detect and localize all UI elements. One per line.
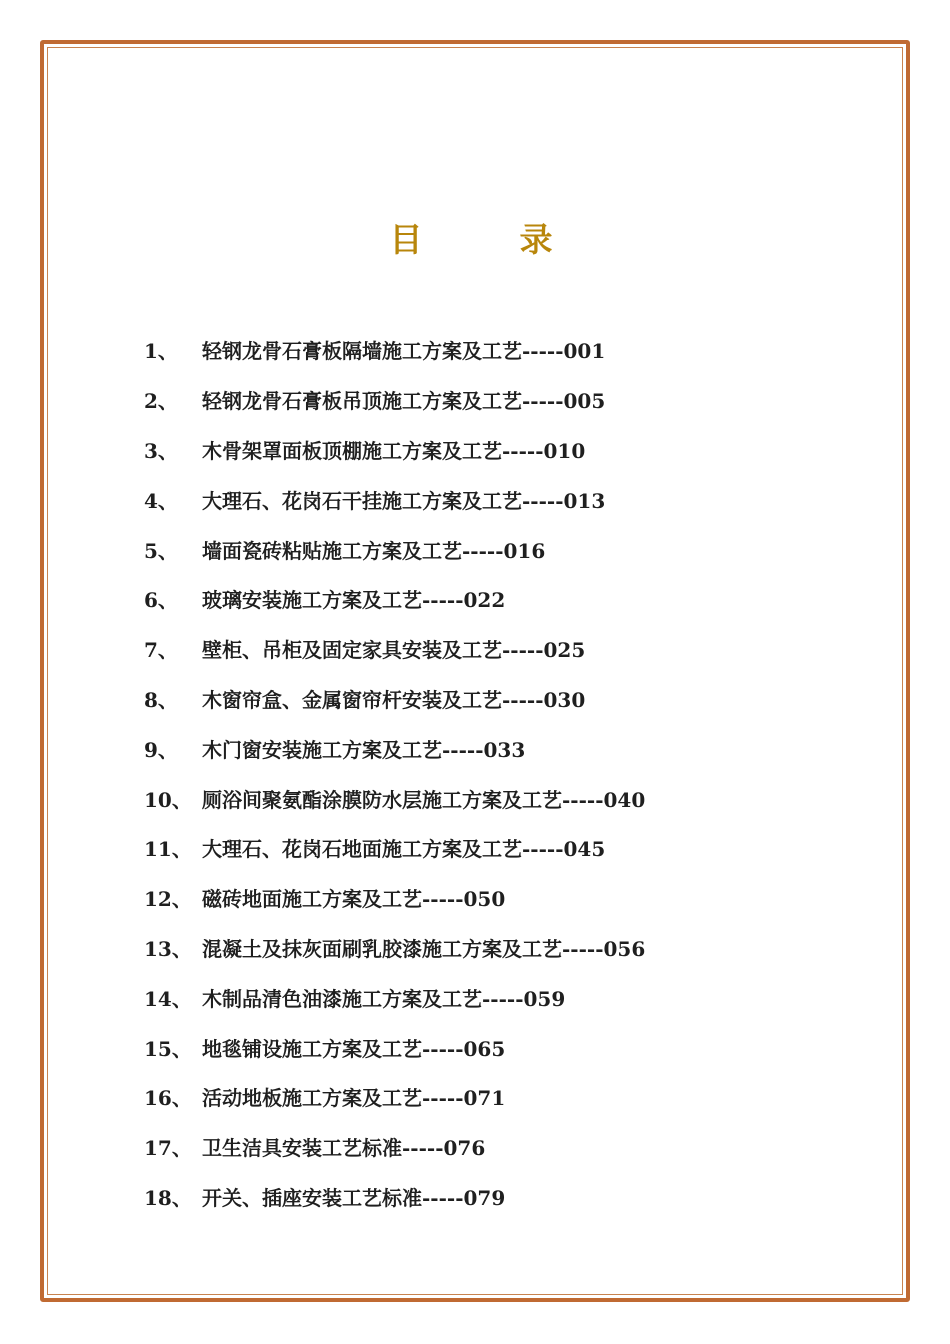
- toc-entry-2[interactable]: [144, 375, 645, 425]
- toc-number: 17、: [144, 1136, 192, 1161]
- toc-title: 卫生洁具安装工艺标准-----076: [202, 1136, 486, 1161]
- toc-entry-5[interactable]: [144, 524, 645, 574]
- toc-title: 轻钢龙骨石膏板隔墙施工方案及工艺-----001: [202, 339, 606, 364]
- toc-number: 12、: [144, 887, 192, 912]
- toc-title: 大理石、花岗石干挂施工方案及工艺-----013: [202, 488, 606, 513]
- toc-title: 木窗帘盒、金属窗帘杆安装及工艺-----030: [202, 687, 586, 712]
- toc-entry-13[interactable]: [144, 923, 645, 973]
- toc-number: 8、: [144, 687, 178, 712]
- toc-number: 14、: [144, 986, 192, 1011]
- toc-title: 玻璃安装施工方案及工艺-----022: [202, 588, 506, 613]
- toc-title: 壁柜、吊柜及固定家具安装及工艺-----025: [202, 638, 586, 663]
- toc-title: 轻钢龙骨石膏板吊顶施工方案及工艺-----005: [202, 389, 606, 414]
- toc-entry-3[interactable]: [144, 425, 645, 475]
- toc-entry-16[interactable]: [144, 1072, 645, 1122]
- toc-number: 2、: [144, 389, 178, 414]
- toc-title: 开关、插座安装工艺标准-----079: [202, 1185, 506, 1210]
- toc-entry-14[interactable]: [144, 972, 645, 1022]
- toc-number: 7、: [144, 638, 178, 663]
- toc-entry-8[interactable]: [144, 674, 645, 724]
- toc-title: 活动地板施工方案及工艺-----071: [202, 1086, 506, 1111]
- toc-entry-7[interactable]: [144, 624, 645, 674]
- toc-title: 墙面瓷砖粘贴施工方案及工艺-----016: [202, 538, 546, 563]
- toc-title: 地毯铺设施工方案及工艺-----065: [202, 1036, 506, 1061]
- toc-title: 木门窗安装施工方案及工艺-----033: [202, 737, 526, 762]
- toc-title: 混凝土及抹灰面刷乳胶漆施工方案及工艺-----056: [202, 936, 646, 961]
- toc-number: 13、: [144, 936, 192, 961]
- toc-title: 厕浴间聚氨酯涂膜防水层施工方案及工艺-----040: [202, 787, 646, 812]
- toc-title: 木骨架罩面板顶棚施工方案及工艺-----010: [202, 438, 586, 463]
- toc-entry-17[interactable]: [144, 1122, 645, 1172]
- toc-entry-9[interactable]: [144, 723, 645, 773]
- toc-number: 6、: [144, 588, 178, 613]
- toc-entry-4[interactable]: [144, 474, 645, 524]
- toc-number: 18、: [144, 1185, 192, 1210]
- toc-title: 磁砖地面施工方案及工艺-----050: [202, 887, 506, 912]
- toc-entry-18[interactable]: [144, 1172, 645, 1222]
- toc-number: 11、: [144, 837, 192, 862]
- toc-title: 木制品清色油漆施工方案及工艺-----059: [202, 986, 566, 1011]
- toc-number: 10、: [144, 787, 192, 812]
- toc-title: 大理石、花岗石地面施工方案及工艺-----045: [202, 837, 606, 862]
- toc-number: 5、: [144, 538, 178, 563]
- toc-number: 9、: [144, 737, 178, 762]
- toc-entry-6[interactable]: [144, 574, 645, 624]
- page-title: 目 录: [389, 220, 585, 259]
- toc-number: 15、: [144, 1036, 192, 1061]
- toc-entry-11[interactable]: [144, 823, 645, 873]
- toc-entry-1[interactable]: [144, 325, 645, 375]
- toc-number: 3、: [144, 438, 178, 463]
- toc-number: 16、: [144, 1086, 192, 1111]
- table-of-contents: [144, 325, 645, 1221]
- toc-entry-12[interactable]: [144, 873, 645, 923]
- toc-entry-15[interactable]: [144, 1022, 645, 1072]
- toc-number: 4、: [144, 488, 178, 513]
- toc-number: 1、: [144, 339, 178, 364]
- toc-entry-10[interactable]: [144, 773, 645, 823]
